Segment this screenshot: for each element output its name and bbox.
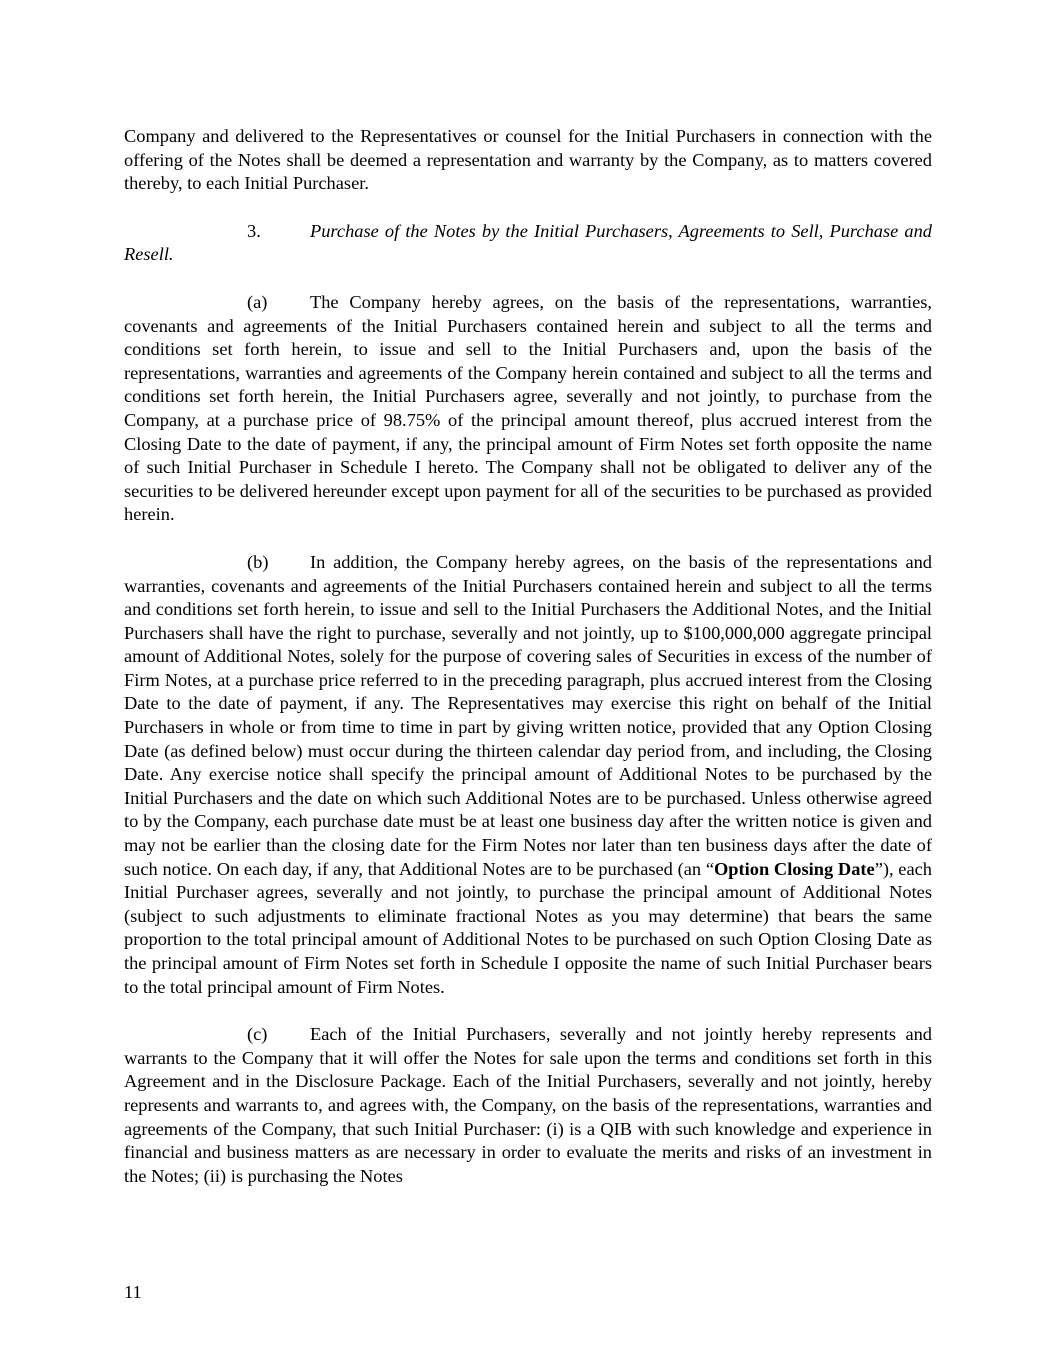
continuation-paragraph: Company and delivered to the Representatives or counsel for the Initial Purchasers in connection with the offering of the Notes shall be deemed a representation and warranty by the Company, as to matters covered thereby, to each Initial Purchaser.: [124, 126, 932, 194]
paragraph-spacer: [124, 999, 932, 1023]
paragraph-a-text: The Company hereby agrees, on the basis of the representations, warranties, covenants and agreements of the Initial Purchasers contained herein and subject to all the terms and conditions set forth herein, to issue and sell to the Initial Purchasers and, upon the basis of the representations, warranties and agreements of the Company herein contained and subject to all the terms and conditions set forth herein, the Initial Purchasers agree, severally and not jointly, to purchase from the Company, at a purchase price of 98.75% of the principal amount thereof, plus accrued interest from the Closing Date to the date of payment, if any, the principal amount of Firm Notes set forth opposite the name of such Initial Purchaser in Schedule I hereto. The Company shall not be obligated to deliver any of the securities to be delivered hereunder except upon payment for all of the securities to be purchased as provided herein.: [124, 291, 932, 525]
paragraph-a: [124, 291, 932, 527]
paragraph-spacer: [124, 527, 932, 551]
section-title: Purchase of the Notes by the Initial Purchasers, Agreements to Sell, Purchase and Resell.: [124, 220, 932, 265]
paragraph-b-label: (b): [247, 551, 269, 572]
paragraph-spacer: [124, 196, 932, 220]
paragraph-b-text-before: In addition, the Company hereby agrees, on the basis of the representations and warranties, covenants and agreements of the Initial Purchasers contained herein and subject to all the terms and conditions set forth herein, to issue and sell to the Initial Purchasers the Additional Notes, and the Initial Purchasers shall have the right to purchase, severally and not jointly, up to $100,000,000 aggregate principal amount of Additional Notes, solely for the purpose of covering sales of Securities in excess of the number of Firm Notes, at a purchase price referred to in the preceding paragraph, plus accrued interest from the Closing Date to the date of payment, if any. The Representatives may exercise this right on behalf of the Initial Purchasers in whole or from time to time in part by giving written notice, provided that any Option Closing Date (as defined below) must occur during the thirteen calendar day period from, and including, the Closing Date. Any exercise notice shall specify the principal amount of Additional Notes to be purchased by the Initial Purchasers and the date on which such Additional Notes are to be purchased. Unless otherwise agreed to by the Company, each purchase date must be at least one business day after the written notice is given and may not be earlier than the closing date for the Firm Notes nor later than ten business days after the date of such notice. On each day, if any, that Additional Notes are to be purchased (an “: [124, 551, 932, 879]
paragraph-c-label: (c): [247, 1024, 268, 1045]
paragraph-b-text-after: ”), each Initial Purchaser agrees, severally and not jointly, to purchase the principal amount of Additional Notes (subject to such adjustments to eliminate fractional Notes as you may determine) that bears the same proportion to the total principal amount of Additional Notes to be purchased on such Option Closing Date as the principal amount of Firm Notes set forth in Schedule I opposite the name of such Initial Purchaser bears to the total principal amount of Firm Notes.: [124, 858, 932, 997]
section-number: 3.: [247, 220, 261, 241]
paragraph-c-text: Each of the Initial Purchasers, severally and not jointly hereby represents and warrants to the Company that it will offer the Notes for sale upon the terms and conditions set forth in this Agreement and in the Disclosure Package. Each of the Initial Purchasers, severally and not jointly, hereby represents and warrants to, and agrees with, the Company, on the basis of the representations, warranties and agreements of the Company, that such Initial Purchaser: (i) is a QIB with such knowledge and experience in financial and business matters as are necessary in order to evaluate the merits and risks of an investment in the Notes; (ii) is purchasing the Notes: [124, 1024, 932, 1186]
defined-term-option-closing-date: Option Closing Date: [713, 858, 875, 879]
section-heading: [124, 220, 932, 267]
paragraph-spacer: [124, 267, 932, 291]
paragraph-a-label: (a): [247, 291, 268, 312]
paragraph-b: [124, 551, 932, 999]
page-number: 11: [124, 1282, 142, 1302]
paragraph-c: [124, 1023, 932, 1188]
document-page: [124, 125, 932, 1188]
